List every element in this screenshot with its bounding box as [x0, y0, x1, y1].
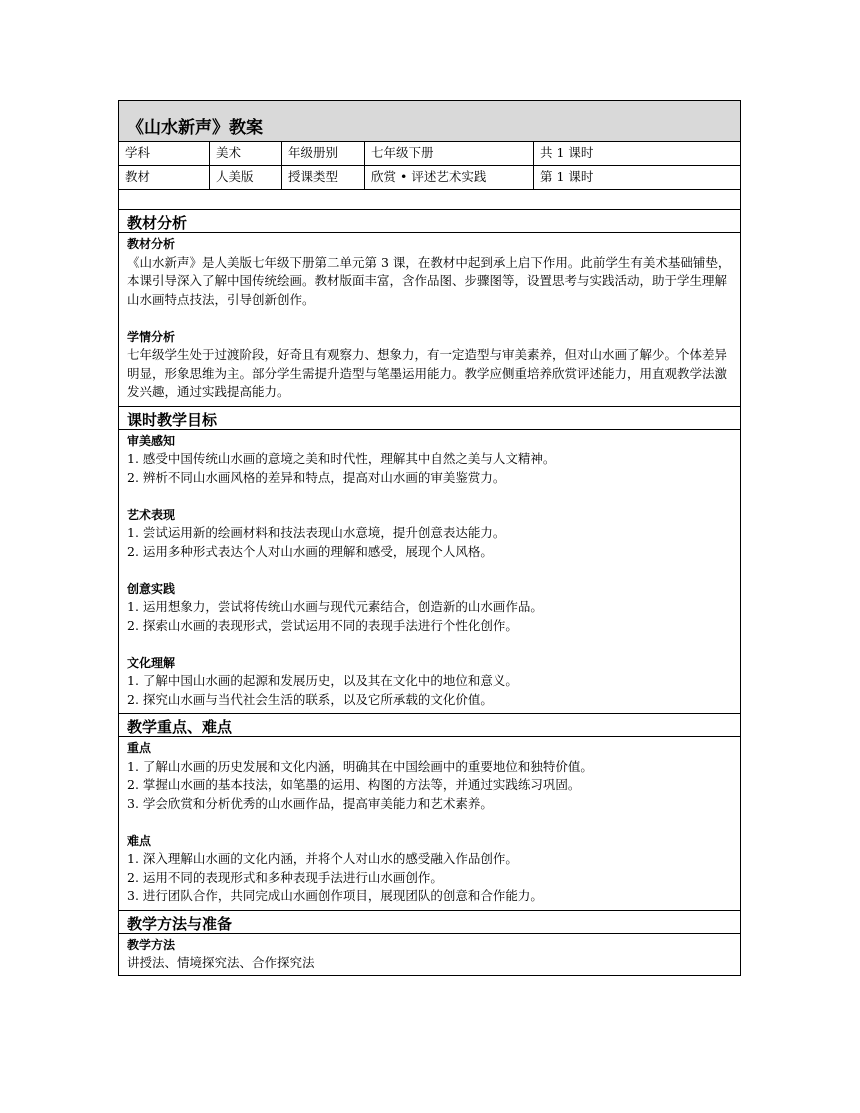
- section-body-analysis: [119, 233, 740, 406]
- document-title: 《山水新声》教案: [119, 101, 740, 142]
- section-heading-methods: 教学方法与准备: [119, 910, 740, 934]
- section-heading-key-points: 教学重点、难点: [119, 713, 740, 737]
- lesson-plan-table: [118, 100, 741, 976]
- subsection-title: 艺术表现: [127, 507, 176, 522]
- list-item: 2. 运用不同的表现形式和多种表现手法进行山水画创作。: [127, 869, 443, 885]
- subsection-title: 难点: [127, 833, 152, 848]
- info-cell: 教材: [119, 166, 210, 189]
- info-row-2: [119, 166, 740, 190]
- list-item: 1. 了解山水画的历史发展和文化内涵，明确其在中国绘画中的重要地位和独特价值。: [127, 758, 593, 774]
- list-item: 1. 感受中国传统山水画的意境之美和时代性，理解其中自然之美与人文精神。: [127, 451, 556, 466]
- list-item: 3. 进行团队合作，共同完成山水画创作项目，展现团队的创意和合作能力。: [127, 888, 543, 903]
- subsection-title: 创意实践: [127, 581, 176, 596]
- list-item: 2. 探索山水画的表现形式，尝试运用不同的表现手法进行个性化创作。: [127, 617, 518, 633]
- info-cell: 学科: [119, 142, 210, 165]
- section-body-key-points: [119, 737, 740, 910]
- subsection-title: 文化理解: [127, 655, 176, 670]
- subsection-title: 重点: [127, 741, 152, 755]
- list-item: 2. 辨析不同山水画风格的差异和特点，提高对山水画的审美鉴赏力。: [127, 469, 506, 485]
- subsection-title: 学情分析: [127, 329, 176, 344]
- list-item: 1. 尝试运用新的绘画材料和技法表现山水意境，提升创意表达能力。: [127, 525, 506, 540]
- subsection-title: 教材分析: [127, 237, 176, 251]
- list-item: 2. 掌握山水画的基本技法，如笔墨的运用、构图的方法等，并通过实践练习巩固。: [127, 777, 581, 792]
- paragraph: 讲授法、情境探究法、合作探究法: [127, 955, 315, 970]
- info-cell: 七年级下册: [365, 142, 534, 165]
- paragraph: 《山水新声》是人美版七年级下册第二单元第 3 课，在教材中起到承上启下作用。此前学生有美术基础铺垫，本课引导深入了解中国传统绘画。教材版面丰富，含作品图、步骤图等，设置思考与实践活动，助于学生理解山水画特点技法，引导创新创作。: [127, 254, 731, 307]
- info-cell: 共 1 课时: [540, 145, 594, 160]
- list-item: 2. 运用多种形式表达个人对山水画的理解和感受，展现个人风格。: [127, 543, 493, 559]
- subsection-title: 教学方法: [127, 937, 176, 952]
- list-item: 1. 了解中国山水画的起源和发展历史，以及其在文化中的地位和意义。: [127, 673, 518, 688]
- info-cell: 欣赏 • 评述艺术实践: [365, 166, 534, 189]
- list-item: 1. 运用想象力，尝试将传统山水画与现代元素结合，创造新的山水画作品。: [127, 599, 543, 614]
- info-row-1: [119, 142, 740, 166]
- section-body-goals: [119, 430, 740, 714]
- section-heading-goals: 课时教学目标: [119, 406, 740, 430]
- list-item: 3. 学会欣赏和分析优秀的山水画作品，提高审美能力和艺术素养。: [127, 795, 493, 811]
- info-cell: 人美版: [210, 166, 282, 189]
- section-heading-analysis: 教材分析: [119, 209, 740, 233]
- info-cell: 年级册别: [282, 142, 365, 165]
- list-item: 1. 深入理解山水画的文化内涵，并将个人对山水的感受融入作品创作。: [127, 851, 518, 866]
- paragraph: 七年级学生处于过渡阶段，好奇且有观察力、想象力，有一定造型与审美素养，但对山水画了解少。个体差异明显，形象思维为主。部分学生需提升造型与笔墨运用能力。教学应侧重培养欣赏评述能力，用直观教学法激发兴趣，通过实践提高能力。: [127, 347, 728, 399]
- section-body-methods: [119, 934, 740, 975]
- info-cell: 授课类型: [282, 166, 365, 189]
- subsection-title: 审美感知: [127, 433, 176, 448]
- info-cell: 第 1 课时: [540, 169, 594, 184]
- info-cell: 美术: [210, 142, 282, 165]
- list-item: 2. 探究山水画与当代社会生活的联系，以及它所承载的文化价值。: [127, 691, 493, 707]
- blank-row: [119, 190, 740, 209]
